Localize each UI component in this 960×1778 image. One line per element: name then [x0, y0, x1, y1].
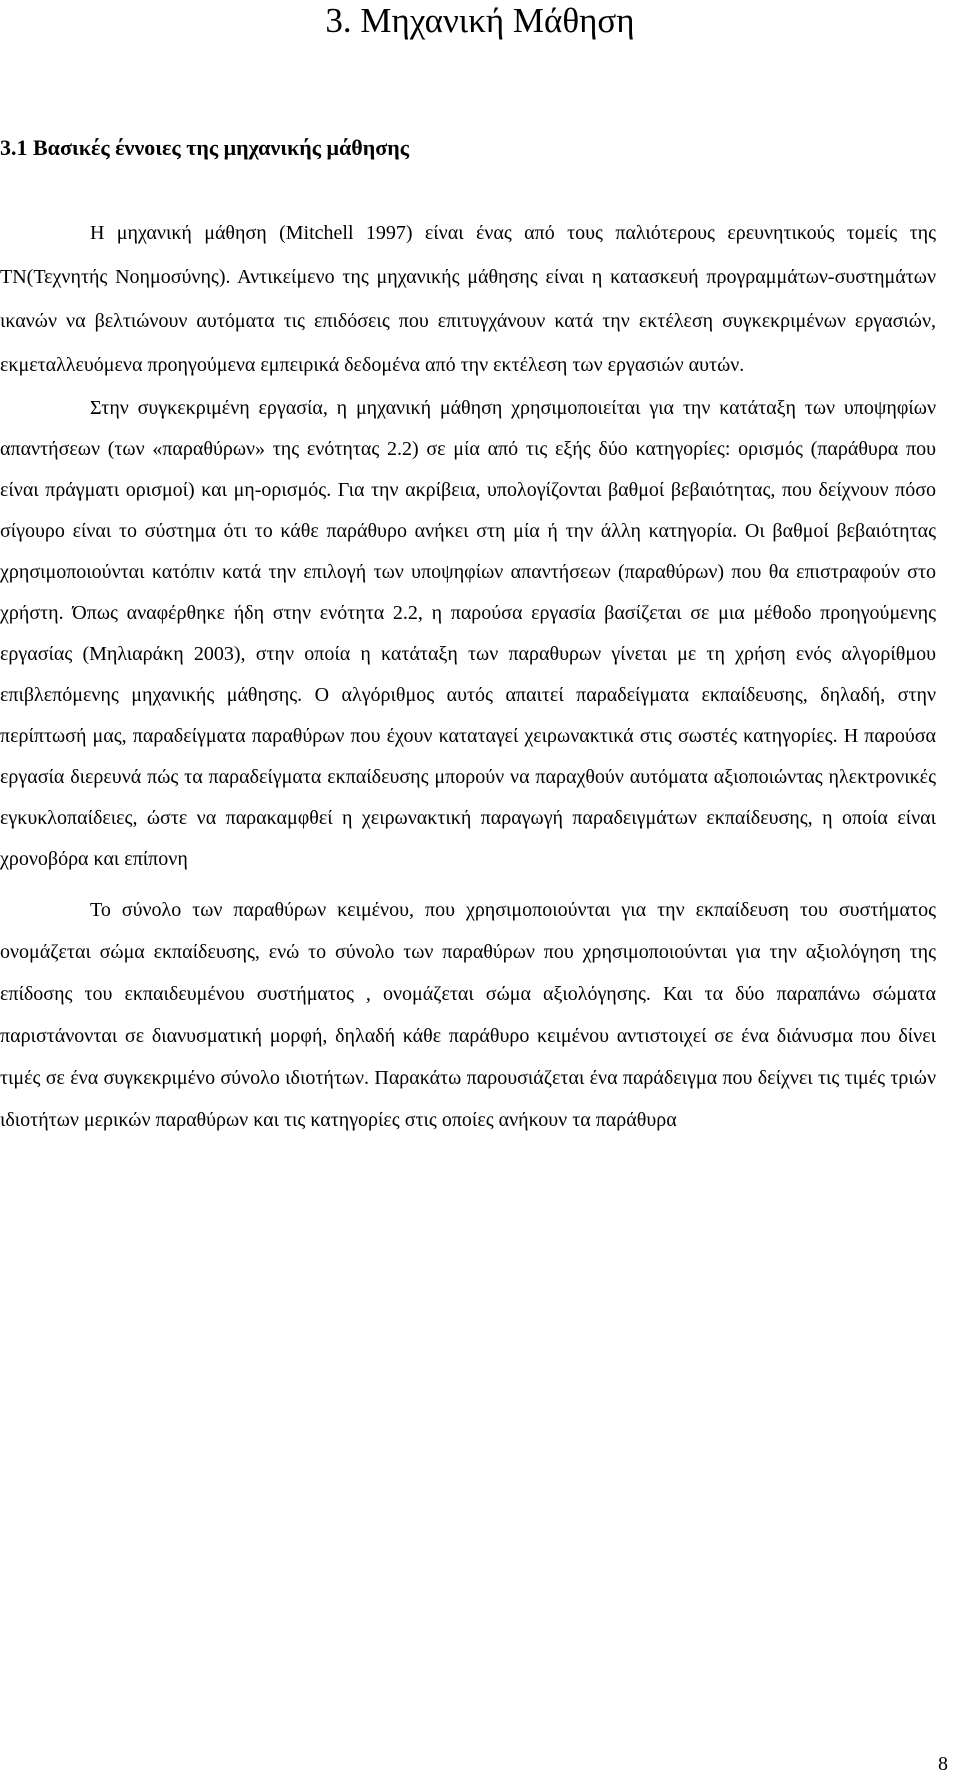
- chapter-title: 3. Μηχανική Μάθηση: [325, 1, 635, 40]
- paragraph-classification: Στην συγκεκριμένη εργασία, η μηχανική μάθηση χρησιμοποιείται για την κατάταξη των υποψηφίων απαντήσεων (των «παραθύρων» της ενότητας 2.2) σε μία από τις εξής δύο κατηγορίες: ορισμός (παράθυρα που είναι πράγματι ορισμοί) και μη-ορισμός. Για την ακρίβεια, υπολογίζονται βαθμοί βεβαιότητας, που δείχνουν πόσο σίγουρο είναι το σύστημα ότι το κάθε παράθυρο ανήκει στη μία ή την άλλη κατηγορία. Οι βαθμοί βεβαιότητας χρησιμοποιούνται κατόπιν κατά την επιλογή των υποψηφίων απαντήσεων (παραθύρων) που θα επιστραφούν στο χρήστη. Όπως αναφέρθηκε ήδη στην ενότητα 2.2, η παρούσα εργασία βασίζεται σε μια μέθοδο προηγούμενης εργασίας (Μηλιαράκη 2003), στην οποία η κατάταξη των παραθυρων γίνεται με τη χρήση ενός αλγορίθμου επιβλεπόμενης μηχανικής μάθησης. Ο αλγόριθμος αυτός απαιτεί παραδείγματα εκπαίδευσης, δηλαδή, στην περίπτωσή μας, παραδείγματα παραθύρων που έχουν καταταγεί χειρωνακτικά στις σωστές κατηγορίες. Η παρούσα εργασία διερευνά πώς τα παραδείγματα εκπαίδευσης μπορούν να παραχθούν αυτόματα αξιοποιώντας ηλεκτρονικές εγκυκλοπαίδειες, ώστε να παρακαμφθεί η χειρωνακτική παραγωγή παραδειγμάτων εκπαίδευσης, η οποία είναι χρονοβόρα και επίπονη: [0, 397, 936, 870]
- page-number: 8: [938, 1753, 948, 1775]
- body-text: [0, 222, 936, 1141]
- paragraph-corpora: Το σύνολο των παραθύρων κειμένου, που χρησιμοποιούνται για την εκπαίδευση του συστήματος ονομάζεται σώμα εκπαίδευσης, ενώ το σύνολο των παραθύρων που χρησιμοποιούνται για την αξιολόγηση της επίδοσης του εκπαιδευμένου συστήματος , ονομάζεται σώμα αξιολόγησης. Και τα δύο παραπάνω σώματα παριστάνονται σε διανυσματική μορφή, δηλαδή κάθε παράθυρο κειμένου αντιστοιχεί σε ένα διάνυσμα που δίνει τιμές σε ένα συγκεκριμένο σύνολο ιδιοτήτων. Παρακάτω παρουσιάζεται ένα παράδειγμα που δείχνει τις τιμές τριών ιδιοτήτων μερικών παραθύρων και τις κατηγορίες στις οποίες ανήκουν τα παράθυρα: [0, 899, 936, 1131]
- section-title: 3.1 Βασικές έννοιες της μηχανικής μάθησης: [0, 135, 409, 160]
- paragraph-intro: Η μηχανική μάθηση (Mitchell 1997) είναι ένας από τους παλιότερους ερευνητικούς τομείς της ΤΝ(Τεχνητής Νοημοσύνης). Αντικείμενο της μηχανικής μάθησης είναι η κατασκευή προγραμμάτων-συστημάτων ικανών να βελτιώνουν αυτόματα τις επιδόσεις που επιτυγχάνουν κατά την εκτέλεση συγκεκριμένων εργασιών, εκμεταλλευόμενα προηγούμενα εμπειρικά δεδομένα από την εκτέλεση των εργασιών αυτών.: [0, 222, 936, 376]
